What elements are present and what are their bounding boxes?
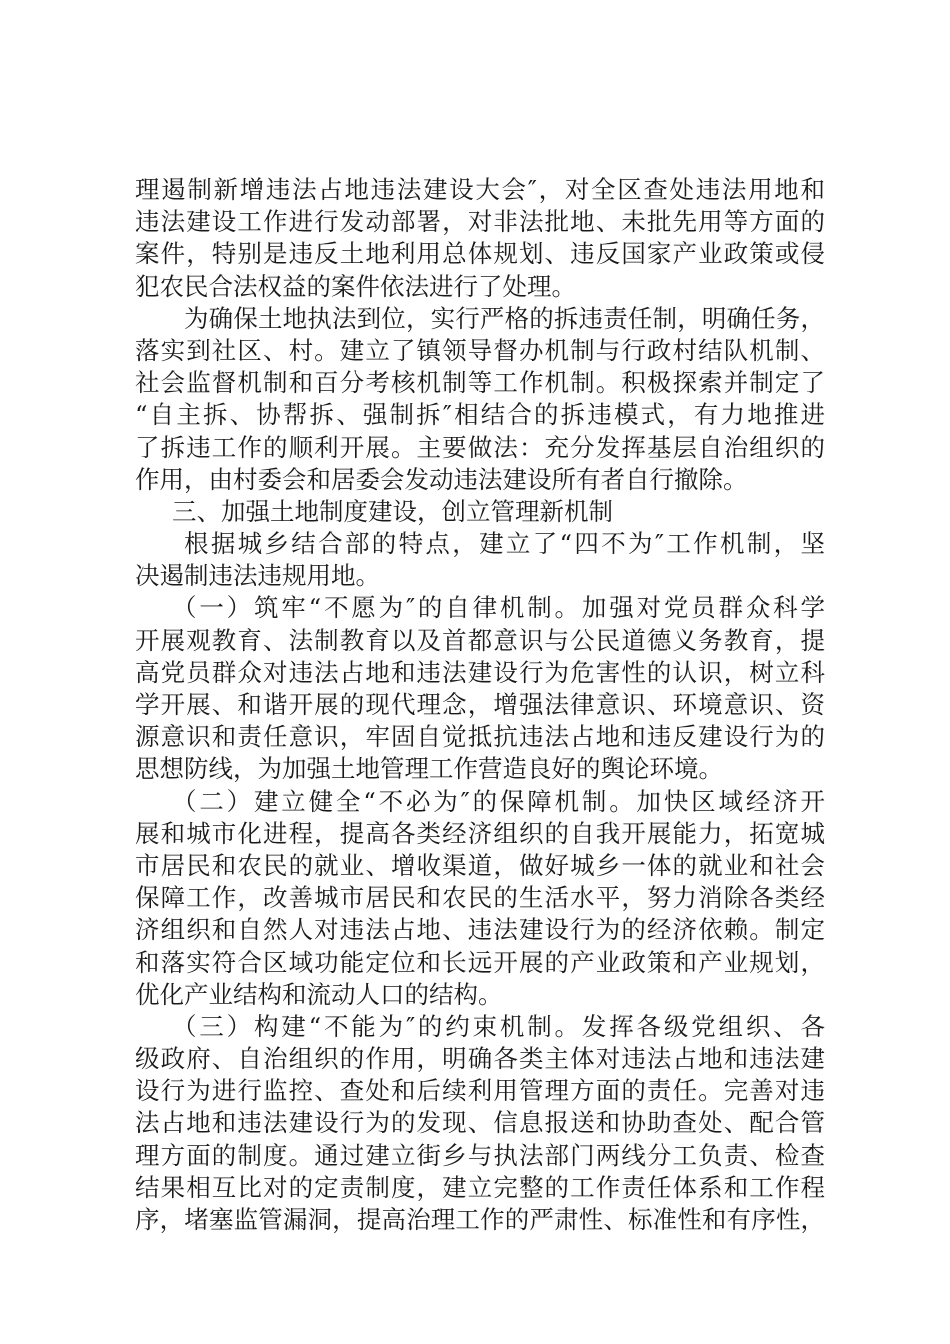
text-line: 理遏制新增违法占地违法建设大会″，对全区查处违法用地和 [135, 175, 825, 204]
text-line: 和落实符合区域功能定位和长远开展的产业政策和产业规划， [135, 947, 825, 977]
text-line: 理方面的制度。通过建立街乡与执法部门两线分工负责、检查 [135, 1140, 825, 1170]
text-line: 市居民和农民的就业、增收渠道，做好城乡一体的就业和社会 [135, 850, 825, 880]
paragraph-first-line: 根据城乡结合部的特点，建立了“四不为″工作机制，坚 [184, 529, 825, 559]
text-line: 保障工作，改善城市居民和农民的生活水平，努力消除各类经 [135, 883, 825, 913]
text-line: 法占地和违法建设行为的发现、信息报送和协助查处、配合管 [135, 1108, 825, 1138]
subsection-first-line: （二）建立健全“不必为″的保障机制。加快区域经济开 [172, 786, 825, 816]
text-line: 序，堵塞监管漏洞，提高治理工作的严肃性、标准性和有序性， [135, 1205, 825, 1234]
text-line: 作用，由村委会和居委会发动违法建设所有者自行撤除。 [135, 464, 748, 494]
text-line: 结果相互比对的定责制度，建立完整的工作责任体系和工作程 [135, 1172, 825, 1202]
text-line: 犯农民合法权益的案件依法进行了处理。 [135, 271, 576, 301]
text-line: 源意识和责任意识，牢固自觉抵抗违法占地和违反建设行为的 [135, 722, 825, 752]
text-line: 优化产业结构和流动人口的结构。 [135, 979, 503, 1009]
subsection-first-line: （一）筑牢“不愿为″的自律机制。加强对党员群众科学 [172, 593, 825, 623]
section-heading: 三、加强土地制度建设，创立管理新机制 [172, 496, 613, 526]
paragraph-first-line: 为确保土地执法到位，实行严格的拆违责任制，明确任务， [184, 303, 825, 333]
document-body [135, 174, 825, 1236]
text-line: 了拆违工作的顺利开展。主要做法：充分发挥基层自治组织的 [135, 432, 825, 462]
text-line: 高党员群众对违法占地和违法建设行为危害性的认识，树立科 [135, 657, 825, 687]
text-line: 设行为进行监控、查处和后续利用管理方面的责任。完善对违 [135, 1076, 825, 1106]
text-line: 开展观教育、法制教育以及首都意识与公民道德义务教育，提 [135, 625, 825, 655]
text-line: 思想防线，为加强土地管理工作营造良好的舆论环境。 [135, 754, 723, 784]
text-line: 违法建设工作进行发动部署，对非法批地、未批先用等方面的 [135, 207, 825, 237]
text-line: 落实到社区、村。建立了镇领导督办机制与行政村结队机制、 [135, 335, 825, 365]
text-line: 济组织和自然人对违法占地、违法建设行为的经济依赖。制定 [135, 915, 825, 945]
text-line: 级政府、自治组织的作用，明确各类主体对违法占地和违法建 [135, 1044, 825, 1074]
text-line: 社会监督机制和百分考核机制等工作机制。积极探索并制定了 [135, 368, 825, 398]
text-line: “自主拆、协帮拆、强制拆″相结合的拆违模式，有力地推进 [135, 400, 825, 430]
text-line: 决遏制违法违规用地。 [135, 561, 380, 591]
text-line: 学开展、和谐开展的现代理念，增强法律意识、环境意识、资 [135, 690, 825, 719]
text-line: 展和城市化进程，提高各类经济组织的自我开展能力，拓宽城 [135, 818, 825, 848]
text-line: 案件，特别是违反土地利用总体规划、违反国家产业政策或侵 [135, 239, 825, 269]
subsection-first-line: （三）构建“不能为″的约束机制。发挥各级党组织、各 [172, 1011, 825, 1041]
